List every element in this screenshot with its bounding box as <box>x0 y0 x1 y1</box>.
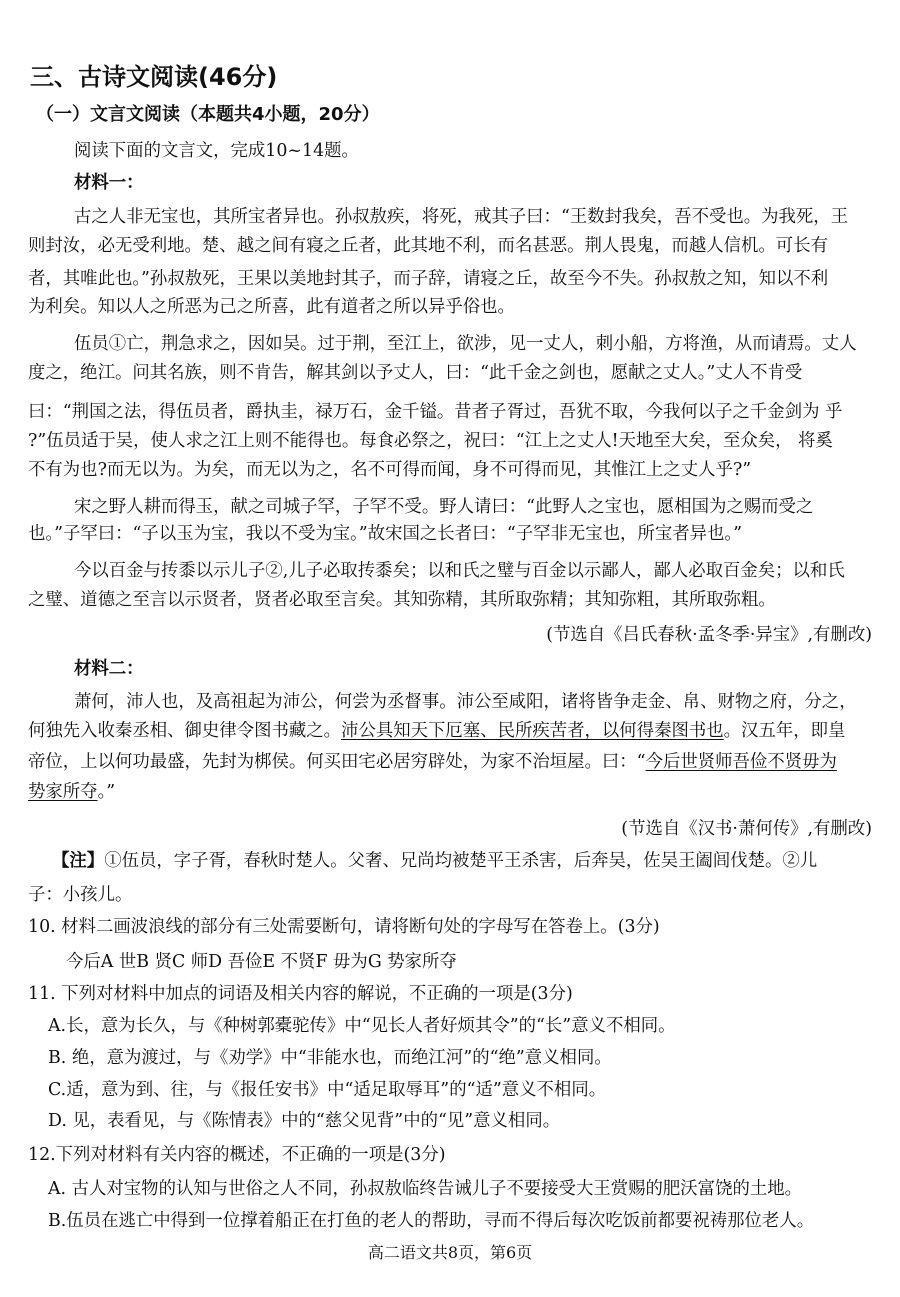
page-footer: 高二语文共8页，第6页 <box>367 1243 533 1262</box>
material1-line: 曰：“荆国之法，得伍员者，爵执圭，禄万石，金千镒。昔者子胥过，吾犹不取，今我何以子之千金剑为 乎 <box>28 402 843 422</box>
material1-line: 者，其唯此也。”孙叔敖死，王果以美地封其子，而子辞，请寝之丘，故至今不失。孙叔敖之知，知以不利 <box>28 269 829 289</box>
material1-line: 也。”子罕曰：“子以玉为宝，我以不受为宝。”故宋国之长者曰：“子罕非无宝也，所宝者异也。” <box>28 524 742 544</box>
material1-line: 则封汝，必无受利地。楚、越之间有寝之丘者，此其地不利，而名甚恶。荆人畏鬼，而越人信机。可长有 <box>28 236 828 256</box>
question-12-stem: 12.下列对材料有关内容的概述，不正确的一项是(3分) <box>28 1145 446 1165</box>
material2-line <box>28 720 845 742</box>
notes-text: ①伍员，字子胥，春秋时楚人。父奢、兄尚均被楚平王杀害，后奔吴，佐吴王阖闾伐楚。②儿 <box>104 851 818 871</box>
material2-line <box>28 781 115 803</box>
material2-text: 。” <box>97 782 116 802</box>
subsection-title: （一）文言文阅读（本题共4小题，20分） <box>36 104 380 125</box>
underlined-sentence: 沛公具知天下厄塞、民所疾苦者，以何得秦图书也 <box>341 721 724 741</box>
question-10-stem: 10. 材料二画波浪线的部分有三处需要断句，请将断句处的字母写在答卷上。(3分) <box>28 917 660 937</box>
material1-source: (节选自《吕氏春秋·孟冬季·异宝》,有删改) <box>546 625 872 645</box>
question-10-option: 今后A 世B 贤C 师D 吾俭E 不贤F 毋为G 势家所夺 <box>66 952 457 972</box>
wavy-line-passage: 今后世贤师吾俭不贤毋为 <box>645 752 837 772</box>
material1-line: 伍员①亡，荆急求之，因如吴。过于荆，至江上，欲涉，见一丈人，刺小船，方将渔，从而请焉。丈人 <box>74 334 857 354</box>
notes-label: 【注】 <box>52 851 105 871</box>
question-12-option: A. 古人对宝物的认知与世俗之人不同，孙叔敖临终告诫儿子不要接受大王赏赐的肥沃富饶的土地。 <box>48 1179 803 1199</box>
material1-line: 为利矣。知以人之所恶为己之所喜，此有道者之所以异乎俗也。 <box>28 297 515 317</box>
material1-line: 度之，绝江。问其名族，则不肯告，解其剑以予丈人，曰：“此千金之剑也，愿献之丈人。”丈人不肯受 <box>28 363 803 383</box>
material2-text: 。汉五年，即皇 <box>723 721 846 741</box>
question-11-option: A.长，意为长久，与《种树郭橐驼传》中“见长人者好烦其令”的“长”意义不相同。 <box>48 1016 676 1036</box>
material2-line <box>28 751 837 773</box>
material1-line: 之璧、道德之至言以示贤者，贤者必取至言矣。其知弥精，其所取弥精；其知弥粗，其所取弥粗。 <box>28 590 776 610</box>
material2-text: 帝位，上以何功最盛，先封为梆侯。何买田宅必居穷辟处，为家不治垣屋。曰：“ <box>28 752 646 772</box>
question-11-stem: 11. 下列对材料中加点的词语及相关内容的解说，不正确的一项是(3分) <box>28 984 573 1004</box>
material2-heading: 材料二： <box>74 659 144 679</box>
material2-text: 何独先入收秦丞相、御史律令图书藏之。 <box>28 721 342 741</box>
notes-line <box>52 850 817 872</box>
question-11-option: C.适，意为到、往，与《报任安书》中“适足取辱耳”的“适”意义不相同。 <box>48 1080 607 1100</box>
question-12-option: B.伍员在逃亡中得到一位撑着船正在打鱼的老人的帮助，寻而不得后每次吃饭前都要祝祷那位老人。 <box>48 1211 815 1231</box>
material1-line: 古之人非无宝也，其所宝者异也。孙叔敖疾，将死，戒其子曰：“王数封我矣，吾不受也。为我死，王 <box>74 207 849 227</box>
section-title: 三、古诗文阅读(46分) <box>30 63 278 91</box>
notes-line: 子：小孩儿。 <box>28 885 133 905</box>
material1-line: 今以百金与抟黍以示儿子②,儿子必取抟黍矣；以和氏之璧与百金以示鄙人，鄙人必取百金矣；以和氏 <box>74 561 845 581</box>
question-11-option: B. 绝，意为渡过，与《劝学》中“非能水也，而绝江河”的“绝”意义相同。 <box>48 1048 612 1068</box>
material1-line: ?”伍员适于吴，使人求之江上则不能得也。每食必祭之，祝曰：“江上之丈人!天地至大矣，至众矣， 将奚 <box>28 431 833 451</box>
material2-source: (节选自《汉书·萧何传》,有删改) <box>621 819 872 839</box>
wavy-line-passage: 势家所夺 <box>28 782 98 802</box>
question-11-option: D. 见，表看见，与《陈情表》中的“慈父见背”中的“见”意义相同。 <box>48 1111 561 1131</box>
material2-line: 萧何，沛人也，及高祖起为沛公，何尝为丞督事。沛公至咸阳，诸将皆争走金、帛、财物之府，分之， <box>74 692 857 712</box>
instruction: 阅读下面的文言文，完成10~14题。 <box>74 141 359 161</box>
material1-heading: 材料一： <box>74 173 144 193</box>
material1-line: 宋之野人耕而得玉，献之司城子罕，子罕不受。野人请曰：“此野人之宝也，愿相国为之赐而受之 <box>74 497 814 517</box>
material1-line: 不有为也?而无以为。为矣，而无以为之，名不可得而闻，身不可得而见，其惟江上之丈人乎?” <box>28 460 752 480</box>
